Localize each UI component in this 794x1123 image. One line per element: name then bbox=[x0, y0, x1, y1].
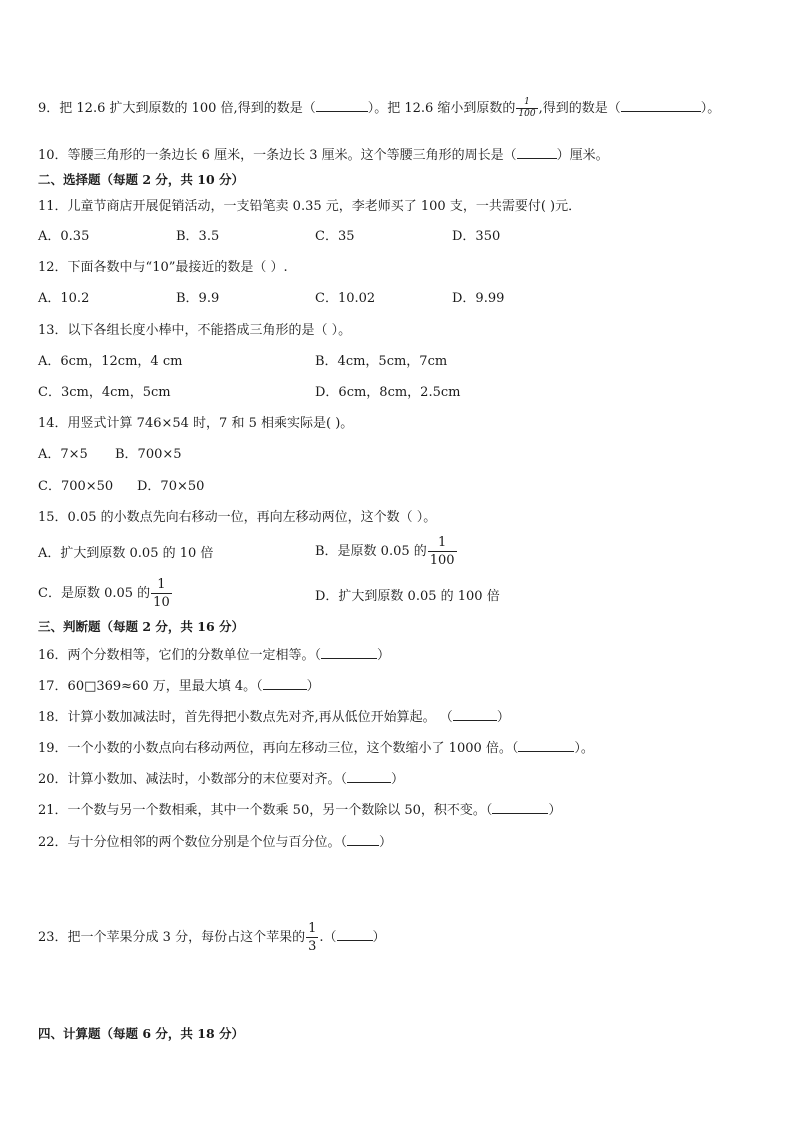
q13-option-a[interactable]: A．6cm，12cm，4 cm bbox=[38, 354, 183, 369]
q22-blank[interactable] bbox=[347, 832, 379, 846]
q18-blank[interactable] bbox=[453, 707, 497, 721]
q10-blank[interactable] bbox=[517, 145, 557, 159]
q10-text-before: 10．等腰三角形的一条边长 6 厘米，一条边长 3 厘米。这个等腰三角形的周长是（ bbox=[38, 148, 517, 163]
q15-option-c-text: C．是原数 0.05 的 bbox=[38, 586, 151, 601]
q15-option-b-fraction bbox=[428, 536, 457, 567]
q15-option-b-text: B．是原数 0.05 的 bbox=[315, 544, 427, 559]
q19-close: ）。 bbox=[574, 741, 594, 756]
q23-blank[interactable] bbox=[337, 927, 373, 941]
q11-option-a[interactable]: A．0.35 bbox=[38, 229, 90, 244]
q16-blank[interactable] bbox=[321, 645, 377, 659]
q22-text: 22．与十分位相邻的两个数位分别是个位与百分位。（ bbox=[38, 835, 348, 850]
question-19 bbox=[38, 738, 594, 758]
question-22 bbox=[38, 832, 392, 852]
q13-option-c[interactable]: C．3cm，4cm，5cm bbox=[38, 385, 171, 400]
question-11-stem: 11．儿童节商店开展促销活动，一支铅笔卖 0.35 元，李老师买了 100 支，一共需要付( )元． bbox=[38, 199, 582, 214]
q14-option-d[interactable]: D．70×50 bbox=[137, 479, 205, 494]
q21-blank[interactable] bbox=[492, 800, 548, 814]
question-14-stem: 14．用竖式计算 746×54 时，7 和 5 相乘实际是( )。 bbox=[38, 416, 354, 431]
question-17 bbox=[38, 676, 320, 696]
q9-text-2: ）。把 12.6 缩小到原数的 bbox=[367, 101, 516, 116]
q17-blank[interactable] bbox=[263, 676, 307, 690]
q11-option-d[interactable]: D．350 bbox=[452, 229, 501, 244]
q11-option-b[interactable]: B．3.5 bbox=[176, 229, 220, 244]
q15-c-numerator: 1 bbox=[157, 577, 166, 592]
question-9 bbox=[38, 98, 720, 119]
section-4-heading: 四、计算题（每题 6 分，共 18 分） bbox=[38, 1026, 245, 1041]
q12-option-c[interactable]: C．10.02 bbox=[315, 291, 376, 306]
q9-blank-2[interactable] bbox=[621, 98, 701, 112]
q17-close: ） bbox=[306, 679, 320, 694]
q9-text-3: ,得到的数是（ bbox=[538, 101, 621, 116]
q15-option-d[interactable]: D．扩大到原数 0.05 的 100 倍 bbox=[315, 589, 500, 604]
q12-option-b[interactable]: B．9.9 bbox=[176, 291, 220, 306]
q14-option-c[interactable]: C．700×50 bbox=[38, 479, 114, 494]
q15-option-c[interactable] bbox=[38, 578, 173, 609]
q12-option-a[interactable]: A．10.2 bbox=[38, 291, 90, 306]
q21-close: ） bbox=[548, 803, 562, 818]
q12-option-d[interactable]: D．9.99 bbox=[452, 291, 505, 306]
q9-blank-1[interactable] bbox=[316, 98, 368, 112]
q14-option-b[interactable]: B．700×5 bbox=[115, 447, 182, 462]
q10-text-after: ）厘米。 bbox=[556, 148, 609, 163]
q14-option-a[interactable]: A．7×5 bbox=[38, 447, 88, 462]
question-12-stem: 12．下面各数中与“10”最接近的数是（ ）. bbox=[38, 260, 288, 275]
question-21 bbox=[38, 800, 561, 820]
q23-close: ） bbox=[372, 930, 386, 945]
question-16 bbox=[38, 645, 390, 665]
q23-numerator: 1 bbox=[308, 921, 317, 936]
section-2-heading: 二、选择题（每题 2 分，共 10 分） bbox=[38, 172, 245, 187]
q9-frac-denominator: 100 bbox=[518, 109, 536, 119]
q20-close: ） bbox=[391, 772, 405, 787]
q9-frac-numerator: 1 bbox=[524, 97, 530, 107]
section-3-heading: 三、判断题（每题 2 分，共 16 分） bbox=[38, 619, 245, 634]
question-23 bbox=[38, 922, 386, 953]
question-20 bbox=[38, 769, 404, 789]
q20-text: 20．计算小数加、减法时，小数部分的末位要对齐。（ bbox=[38, 772, 348, 787]
q15-b-numerator: 1 bbox=[438, 535, 447, 550]
q19-blank[interactable] bbox=[518, 738, 574, 752]
q11-option-c[interactable]: C．35 bbox=[315, 229, 355, 244]
q18-close: ） bbox=[496, 710, 510, 725]
q18-text: 18．计算小数加减法时，首先得把小数点先对齐,再从低位开始算起。 （ bbox=[38, 710, 453, 725]
q15-option-b[interactable] bbox=[315, 536, 458, 567]
q13-option-b[interactable]: B．4cm，5cm，7cm bbox=[315, 354, 448, 369]
q15-option-c-fraction bbox=[151, 578, 172, 609]
q22-close: ） bbox=[379, 835, 393, 850]
q15-b-denominator: 100 bbox=[429, 553, 455, 568]
q23-mid: .（ bbox=[319, 930, 337, 945]
question-15-stem: 15．0.05 的小数点先向右移动一位，再向左移动两位，这个数（ ）。 bbox=[38, 510, 437, 525]
q9-text-4: ）。 bbox=[700, 101, 721, 116]
question-10 bbox=[38, 145, 609, 165]
q17-text: 17．60□369≈60 万，里最大填 4。（ bbox=[38, 679, 263, 694]
q23-denominator: 3 bbox=[308, 939, 317, 954]
q20-blank[interactable] bbox=[347, 769, 391, 783]
q15-c-denominator: 10 bbox=[153, 595, 170, 610]
q23-fraction bbox=[306, 922, 318, 953]
q23-text: 23．把一个苹果分成 3 分，每份占这个苹果的 bbox=[38, 930, 306, 945]
q16-text: 16．两个分数相等，它们的分数单位一定相等。（ bbox=[38, 648, 322, 663]
q21-text: 21．一个数与另一个数相乘，其中一个数乘 50，另一个数除以 50，积不变。（ bbox=[38, 803, 493, 818]
q16-close: ） bbox=[377, 648, 391, 663]
q19-text: 19．一个小数的小数点向右移动两位，再向左移动三位，这个数缩小了 1000 倍。（ bbox=[38, 741, 519, 756]
question-18 bbox=[38, 707, 510, 727]
q9-text-1: 9．把 12.6 扩大到原数的 100 倍,得到的数是（ bbox=[38, 101, 316, 116]
question-13-stem: 13．以下各组长度小棒中，不能搭成三角形的是（ ）。 bbox=[38, 323, 352, 338]
q13-option-d[interactable]: D．6cm，8cm，2.5cm bbox=[315, 385, 461, 400]
q9-fraction bbox=[516, 98, 537, 119]
q15-option-a[interactable]: A．扩大到原数 0.05 的 10 倍 bbox=[38, 546, 214, 561]
